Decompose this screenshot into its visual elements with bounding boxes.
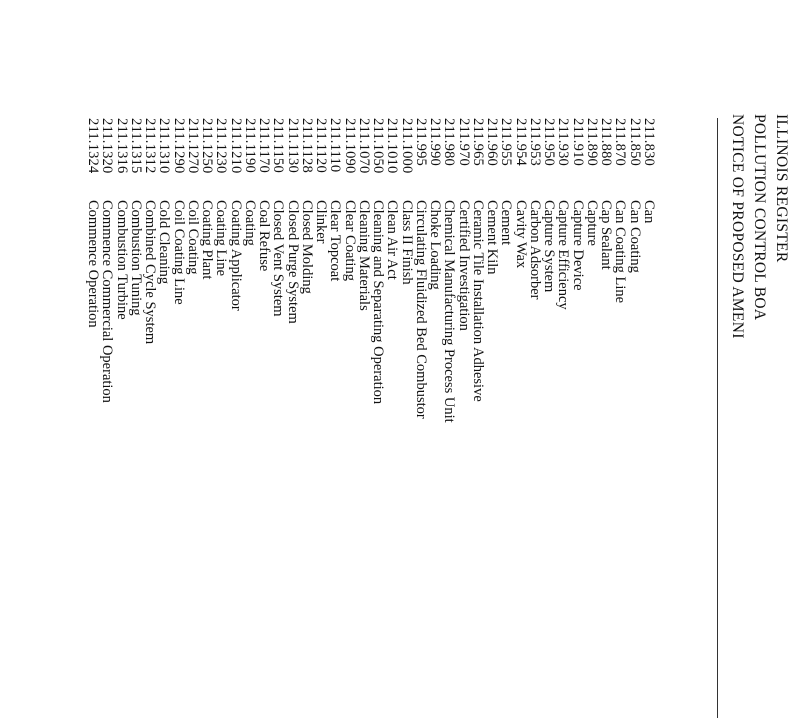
header-title: ILLINOIS REGISTER	[773, 114, 790, 263]
section-term: Clinker	[313, 200, 330, 244]
section-number: 211.965	[470, 118, 486, 166]
section-term: Cavity Wax	[512, 200, 529, 269]
list-item	[129, 118, 143, 423]
header-notice: NOTICE OF PROPOSED AMENI	[729, 114, 746, 339]
section-number: 211.1000	[398, 118, 415, 174]
section-term: Ceramic Tile Installation Adhesive	[470, 200, 486, 402]
section-term: Capture System	[541, 200, 558, 293]
section-term: Closed Purge System	[284, 200, 301, 324]
section-number: 211.1270	[185, 118, 201, 174]
section-term: Clean Air Act	[384, 200, 401, 280]
section-term: Commence Commercial Operation	[99, 200, 116, 403]
list-item	[157, 118, 171, 423]
section-number: 211.1290	[170, 118, 187, 174]
section-number: 211.850	[626, 118, 643, 166]
section-term: Combined Cycle System	[142, 200, 159, 345]
list-item	[485, 118, 499, 423]
section-term: Coating Line	[213, 200, 230, 277]
list-item	[357, 118, 371, 423]
list-item	[514, 118, 528, 423]
section-number: 211.1320	[99, 118, 116, 174]
list-item	[585, 118, 599, 423]
list-item	[628, 118, 642, 423]
list-item	[428, 118, 442, 423]
list-item	[542, 118, 556, 423]
list-item	[229, 118, 243, 423]
list-item	[343, 118, 357, 423]
list-item	[186, 118, 200, 423]
section-term: Cement Kiln	[484, 200, 501, 275]
list-item	[528, 118, 542, 423]
section-term: Coating Plant	[199, 200, 216, 280]
section-number: 211.1050	[370, 118, 387, 174]
section-number: 211.1010	[384, 118, 401, 174]
header-rule	[717, 118, 718, 718]
section-term: Coil Coating	[185, 200, 201, 275]
section-number: 211.1315	[128, 118, 144, 174]
section-term: Class II Finish	[398, 200, 415, 285]
header-board: POLLUTION CONTROL BOA	[751, 114, 768, 321]
list-item	[400, 118, 414, 423]
list-item	[457, 118, 471, 423]
section-term: Cleaning Materials	[356, 200, 372, 311]
section-number: 211.953	[527, 118, 543, 166]
section-term: Coating	[242, 200, 258, 246]
list-item	[371, 118, 385, 423]
section-number: 211.990	[427, 118, 444, 166]
section-term: Cement	[498, 200, 515, 246]
section-number: 211.1250	[199, 118, 216, 174]
section-number: 211.970	[455, 118, 472, 166]
list-item	[214, 118, 228, 423]
list-item	[100, 118, 114, 423]
section-number: 211.1190	[242, 118, 258, 173]
list-item	[385, 118, 399, 423]
section-number: 211.1090	[341, 118, 358, 174]
list-item	[314, 118, 328, 423]
section-number: 211.1324	[85, 118, 102, 174]
section-number: 211.995	[413, 118, 429, 166]
section-term: Closed Molding	[299, 200, 315, 294]
section-number: 211.955	[498, 118, 515, 166]
list-item	[143, 118, 157, 423]
section-number: 211.1170	[256, 118, 273, 173]
section-term: Cap Sealant	[598, 200, 615, 270]
section-term: Capture Device	[569, 200, 586, 291]
section-term: Cleaning and Separating Operation	[370, 200, 387, 405]
section-number: 211.954	[512, 118, 529, 166]
section-number: 211.1150	[270, 118, 287, 173]
list-item	[599, 118, 613, 423]
section-term: Can	[641, 200, 657, 224]
section-term: Clear Topcoat	[327, 200, 344, 282]
section-number: 211.1312	[142, 118, 159, 174]
section-number: 211.930	[555, 118, 572, 166]
section-term: Can Coating	[626, 200, 643, 273]
list-item	[499, 118, 513, 423]
section-term: Closed Vent System	[270, 200, 287, 317]
section-number: 211.1210	[227, 118, 244, 174]
section-number: 211.870	[612, 118, 629, 166]
list-item	[442, 118, 456, 423]
section-number: 211.910	[569, 118, 586, 166]
section-term: Coal Refuse	[256, 200, 273, 272]
list-item	[300, 118, 314, 423]
list-item	[86, 118, 100, 423]
list-item	[200, 118, 214, 423]
list-item	[115, 118, 129, 423]
list-item	[471, 118, 485, 423]
section-number: 211.960	[484, 118, 501, 166]
section-number: 211.1070	[356, 118, 372, 174]
section-term: Capture	[584, 200, 600, 246]
section-number: 211.1120	[313, 118, 330, 173]
section-number: 211.950	[541, 118, 558, 166]
section-term: Combustion Turbine	[113, 200, 130, 320]
section-number: 211.980	[441, 118, 458, 166]
section-number: 211.1230	[213, 118, 230, 174]
list-item	[328, 118, 342, 423]
section-number: 211.830	[641, 118, 657, 166]
list-item	[613, 118, 627, 423]
list-item	[257, 118, 271, 423]
section-term: Cold Cleaning	[156, 200, 173, 285]
section-number: 211.890	[584, 118, 600, 166]
section-term: Clear Coating	[341, 200, 358, 281]
section-term: Certified Investigation	[455, 200, 472, 331]
section-term: Can Coating Line	[612, 200, 629, 304]
list-item	[556, 118, 570, 423]
list-item	[172, 118, 186, 423]
list-item	[271, 118, 285, 423]
section-number: 211.1110	[327, 118, 344, 173]
list-item	[642, 118, 656, 423]
section-list	[86, 118, 656, 423]
section-term: Coating Applicator	[227, 200, 244, 311]
section-number: 211.1130	[284, 118, 301, 173]
list-item	[286, 118, 300, 423]
list-item	[243, 118, 257, 423]
section-term: Choke Loading	[427, 200, 444, 290]
section-number: 211.880	[598, 118, 615, 166]
section-number: 211.1316	[113, 118, 130, 174]
section-term: Coil Coating Line	[170, 200, 187, 305]
section-term: Capture Efficiency	[555, 200, 572, 310]
section-term: Circulating Fluidized Bed Combustor	[413, 200, 429, 419]
list-item	[414, 118, 428, 423]
section-term: Chemical Manufacturing Process Unit	[441, 200, 458, 423]
section-term: Carbon Adsorber	[527, 200, 543, 300]
list-item	[571, 118, 585, 423]
section-term: Commence Operation	[85, 200, 102, 328]
section-number: 211.1128	[299, 118, 315, 173]
section-number: 211.1310	[156, 118, 173, 174]
section-term: Combustion Tuning	[128, 200, 144, 316]
